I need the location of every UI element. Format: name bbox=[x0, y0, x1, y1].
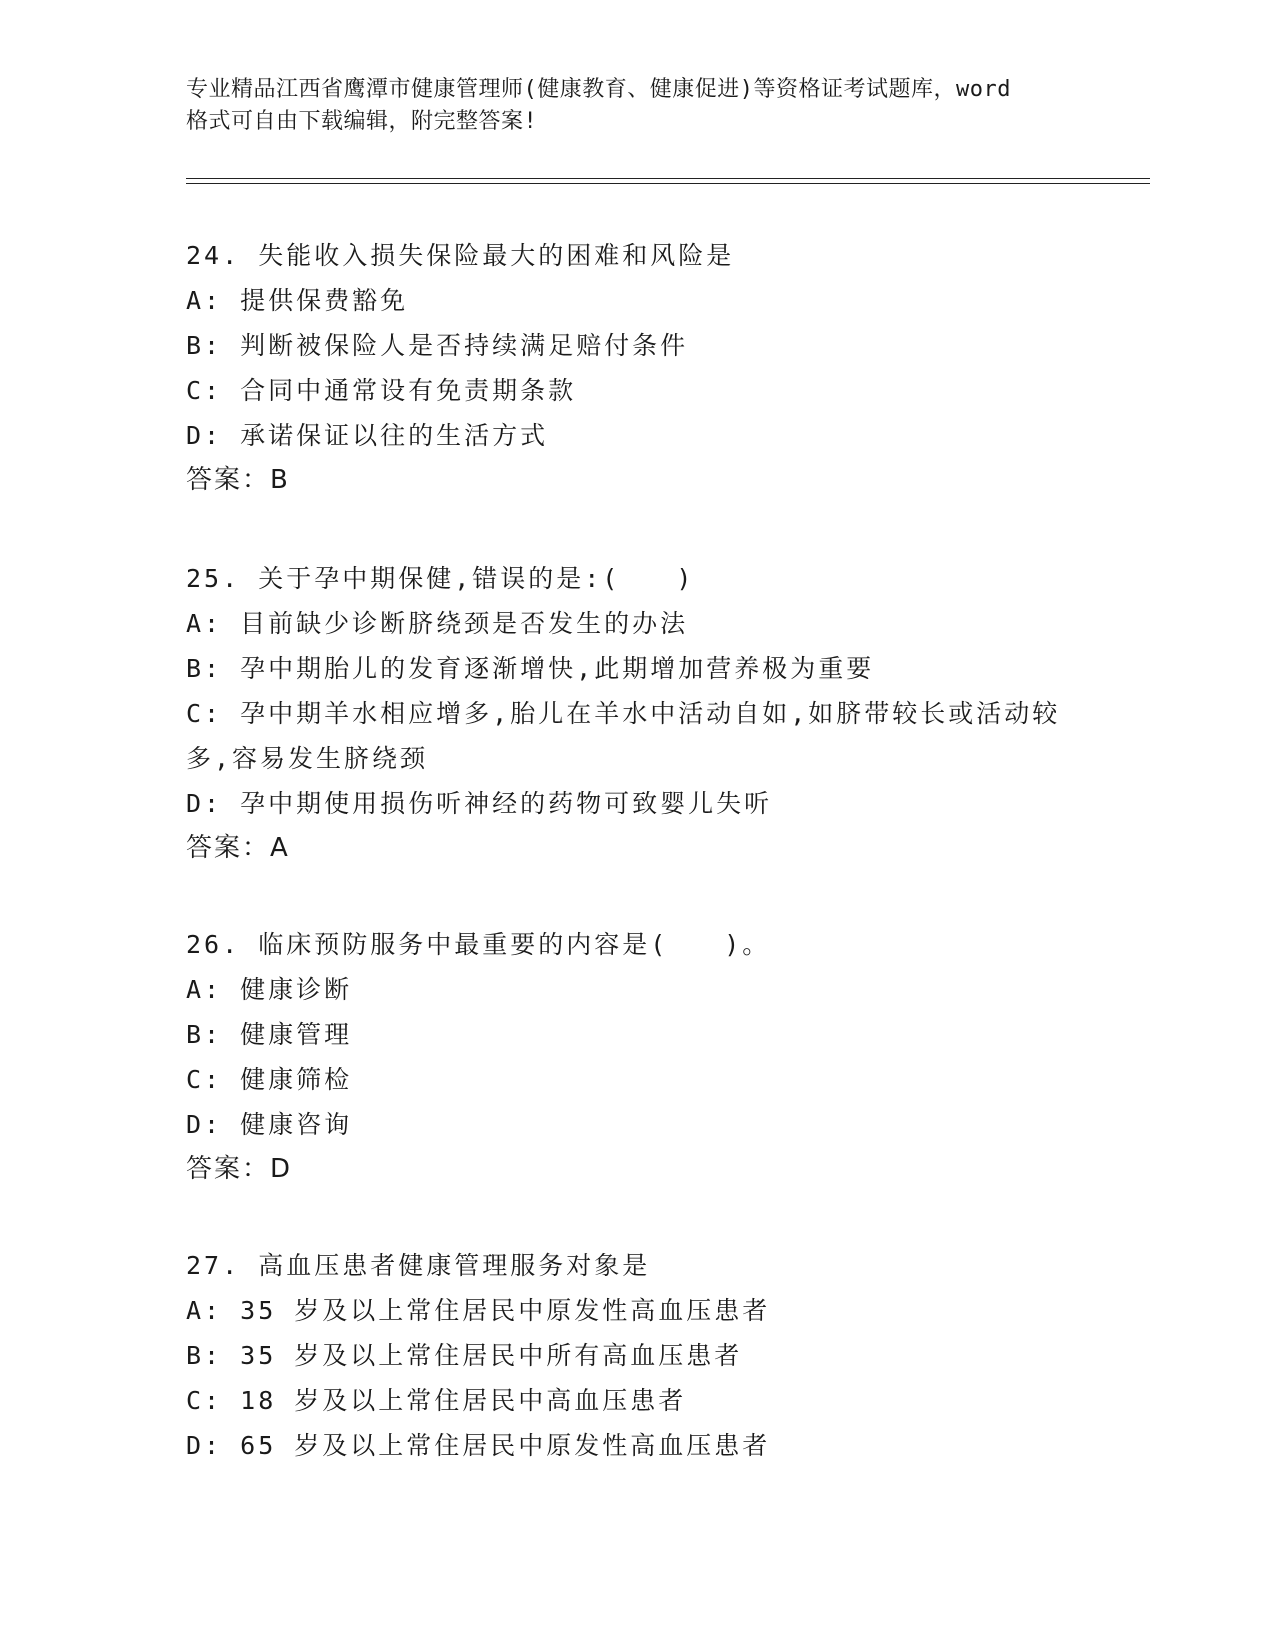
document-header bbox=[186, 74, 1086, 138]
option-b: B: 35 岁及以上常住居民中所有高血压患者 bbox=[186, 1341, 743, 1370]
question-24 bbox=[186, 233, 1086, 503]
option-d: D: 承诺保证以往的生活方式 bbox=[186, 421, 549, 450]
answer: 答案：A bbox=[186, 833, 290, 863]
header-divider-top bbox=[186, 178, 1150, 179]
option-c: C: 孕中期羊水相应增多,胎儿在羊水中活动自如,如脐带较长或活动较多,容易发生脐绕颈 bbox=[186, 699, 1061, 773]
option-a: A: 健康诊断 bbox=[186, 975, 353, 1004]
option-a: A: 目前缺少诊断脐绕颈是否发生的办法 bbox=[186, 609, 689, 638]
option-a: A: 提供保费豁免 bbox=[186, 286, 409, 315]
answer: 答案：B bbox=[186, 465, 290, 495]
question-stem: 26. 临床预防服务中最重要的内容是( )。 bbox=[186, 930, 771, 959]
answer: 答案：D bbox=[186, 1154, 293, 1184]
option-b: B: 孕中期胎儿的发育逐渐增快,此期增加营养极为重要 bbox=[186, 654, 875, 683]
question-25 bbox=[186, 556, 1086, 871]
option-a: A: 35 岁及以上常住居民中原发性高血压患者 bbox=[186, 1296, 771, 1325]
header-line-2: 格式可自由下载编辑，附完整答案! bbox=[186, 109, 538, 134]
question-stem: 27. 高血压患者健康管理服务对象是 bbox=[186, 1251, 651, 1280]
option-c: C: 18 岁及以上常住居民中高血压患者 bbox=[186, 1386, 687, 1415]
question-26 bbox=[186, 922, 1086, 1192]
option-b: B: 健康管理 bbox=[186, 1020, 353, 1049]
option-c: C: 合同中通常设有免责期条款 bbox=[186, 376, 577, 405]
header-line-1: 专业精品江西省鹰潭市健康管理师(健康教育、健康促进)等资格证考试题库，word bbox=[186, 77, 1011, 102]
option-d: D: 65 岁及以上常住居民中原发性高血压患者 bbox=[186, 1431, 771, 1460]
header-divider-bottom bbox=[186, 183, 1150, 184]
option-b: B: 判断被保险人是否持续满足赔付条件 bbox=[186, 331, 689, 360]
question-stem: 24. 失能收入损失保险最大的困难和风险是 bbox=[186, 241, 735, 270]
question-stem: 25. 关于孕中期保健,错误的是:( ) bbox=[186, 564, 695, 593]
option-d: D: 孕中期使用损伤听神经的药物可致婴儿失听 bbox=[186, 789, 773, 818]
option-c: C: 健康筛检 bbox=[186, 1065, 353, 1094]
question-27 bbox=[186, 1243, 1086, 1468]
option-d: D: 健康咨询 bbox=[186, 1110, 353, 1139]
